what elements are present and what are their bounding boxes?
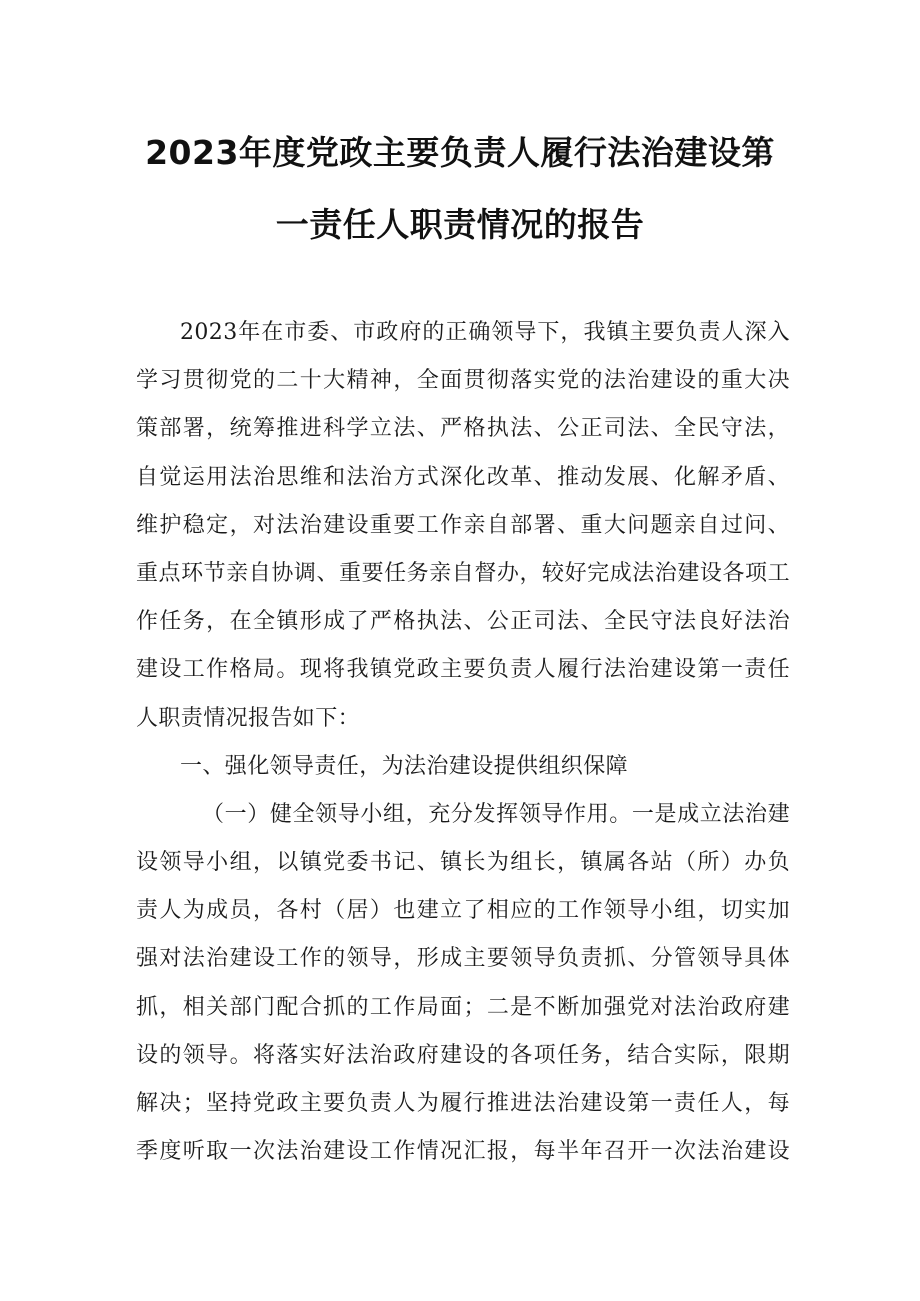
paragraph-1-line: 建设工作格局。现将我镇党政主要负责人履行法治建设第一责任: [136, 657, 790, 683]
paragraph-2-line: 设领导小组，以镇党委书记、镇长为组长，镇属各站（所）办负: [136, 850, 790, 876]
paragraph-2-line: 季度听取一次法治建设工作情况汇报，每半年召开一次法治建设: [136, 1139, 790, 1165]
paragraph-1-line: 重点环节亲自协调、重要任务亲自督办，较好完成法治建设各项工: [136, 560, 790, 586]
paragraph-2-line: 抓，相关部门配合抓的工作局面；二是不断加强党对法治政府建: [136, 994, 790, 1020]
section-heading: 一、强化领导责任，为法治建设提供组织保障: [180, 753, 629, 779]
paragraph-1-line: 策部署，统筹推进科学立法、严格执法、公正司法、全民守法，: [136, 416, 790, 442]
paragraph-2-line: 设的领导。将落实好法治政府建设的各项任务，结合实际，限期: [136, 1042, 790, 1068]
paragraph-2-line: 强对法治建设工作的领导，形成主要领导负责抓、分管领导具体: [136, 946, 790, 972]
document-title-line-2: 一责任人职责情况的报告: [275, 205, 645, 244]
paragraph-1-line: 学习贯彻党的二十大精神，全面贯彻落实党的法治建设的重大决: [136, 368, 790, 394]
paragraph-2-line: 解决；坚持党政主要负责人为履行推进法治建设第一责任人，每: [136, 1091, 790, 1116]
paragraph-1-line: 2023年在市委、市政府的正确领导下，我镇主要负责人深入: [180, 320, 790, 345]
document-title-line-1: 2023年度党政主要负责人履行法治建设第: [145, 133, 775, 172]
paragraph-2-line: 责人为成员，各村（居）也建立了相应的工作领导小组，切实加: [136, 898, 790, 924]
paragraph-1-line: 自觉运用法治思维和法治方式深化改革、推动发展、化解矛盾、: [136, 464, 790, 490]
paragraph-1-line: 人职责情况报告如下：: [136, 705, 361, 731]
paragraph-1-line: 维护稳定，对法治建设重要工作亲自部署、重大问题亲自过问、: [136, 512, 790, 538]
paragraph-1-line: 作任务，在全镇形成了严格执法、公正司法、全民守法良好法治: [136, 609, 790, 635]
paragraph-2-line: （一）健全领导小组，充分发挥领导作用。一是成立法治建: [202, 801, 790, 827]
document-body: [136, 309, 790, 1176]
